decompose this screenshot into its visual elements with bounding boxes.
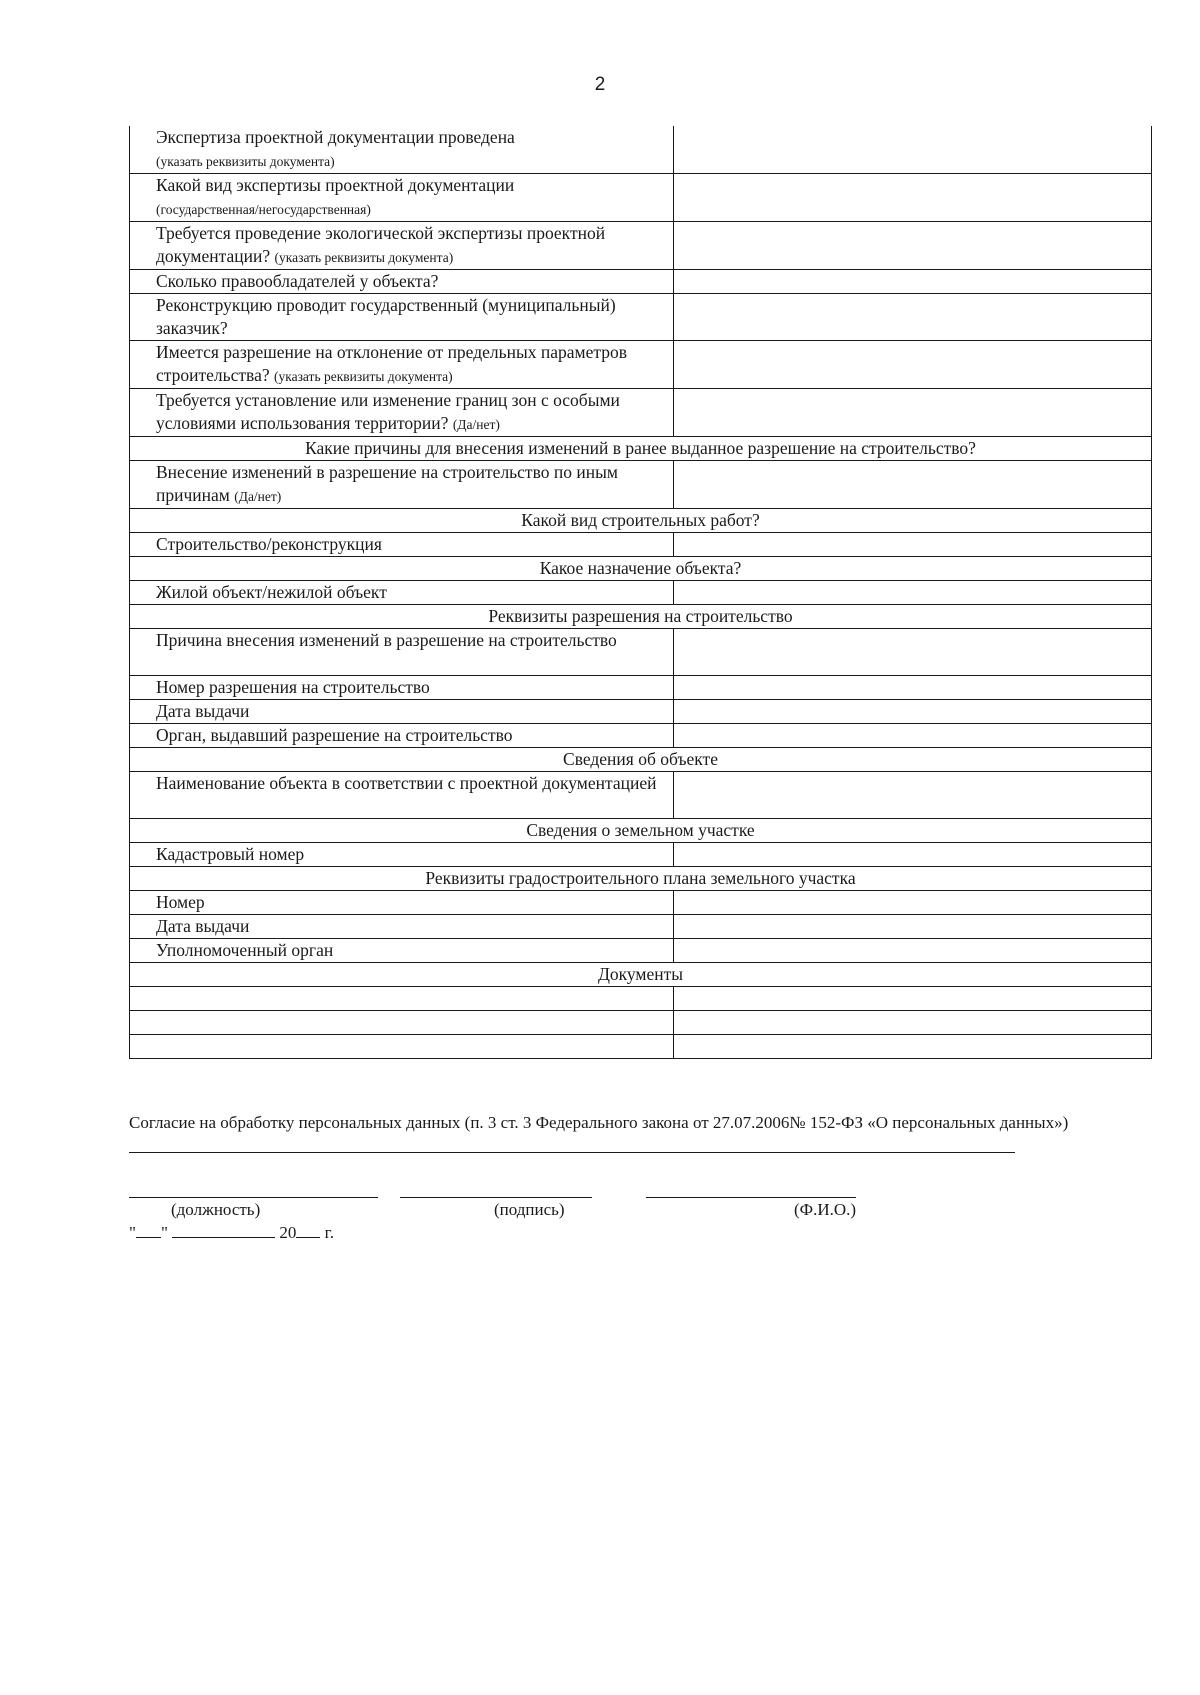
field-label: Жилой объект/нежилой объект <box>156 582 387 602</box>
table-row <box>130 676 1152 700</box>
section-heading: Сведения об объекте <box>130 748 1152 772</box>
field-label-cell <box>130 629 674 676</box>
table-row <box>130 843 1152 867</box>
field-label: Дата выдачи <box>156 701 250 721</box>
signature-caption: (подпись) <box>494 1200 565 1219</box>
section-heading: Какой вид строительных работ? <box>130 509 1152 533</box>
date-line <box>129 1222 334 1243</box>
signature-line[interactable] <box>400 1197 592 1198</box>
table-row <box>130 724 1152 748</box>
date-quote-open: " <box>129 1223 136 1242</box>
field-label-cell <box>130 389 674 437</box>
field-label: Номер разрешения на строительство <box>156 677 430 697</box>
document-name-cell[interactable] <box>130 987 674 1011</box>
field-note: (указать реквизиты документа) <box>274 250 454 265</box>
field-label: Орган, выдавший разрешение на строительство <box>156 725 513 745</box>
section-row <box>130 867 1152 891</box>
date-year-blank[interactable] <box>296 1222 320 1238</box>
field-label: Наименование объекта в соответствии с проектной документацией <box>156 773 657 793</box>
table-row <box>130 294 1152 341</box>
field-value-cell[interactable] <box>674 939 1152 963</box>
field-value-cell[interactable] <box>674 222 1152 270</box>
table-row <box>130 939 1152 963</box>
document-row <box>130 1011 1152 1035</box>
field-label: Внесение изменений в разрешение на строительство по иным причинам <box>156 462 618 505</box>
field-label: Сколько правообладателей у объекта? <box>156 271 439 291</box>
consent-signature-line[interactable] <box>129 1152 1015 1153</box>
field-label-cell <box>130 891 674 915</box>
table-row <box>130 270 1152 294</box>
field-note: (государственная/негосударственная) <box>156 202 371 217</box>
table-row <box>130 174 1152 222</box>
field-label: Имеется разрешение на отклонение от предельных параметров строительства? <box>156 342 627 385</box>
field-value-cell[interactable] <box>674 772 1152 819</box>
section-heading: Сведения о земельном участке <box>130 819 1152 843</box>
field-label-cell <box>130 533 674 557</box>
field-label: Какой вид экспертизы проектной документации <box>156 175 515 195</box>
field-label-cell <box>130 126 674 174</box>
table-row <box>130 629 1152 676</box>
field-note: (Да/нет) <box>234 489 282 504</box>
field-note: (указать реквизиты документа) <box>156 154 335 169</box>
table-row <box>130 461 1152 509</box>
field-value-cell[interactable] <box>674 174 1152 222</box>
field-label: Требуется установление или изменение границ зон с особыми условиями использования территории? <box>156 390 620 433</box>
document-details-cell[interactable] <box>674 1011 1152 1035</box>
section-row <box>130 557 1152 581</box>
table-row <box>130 915 1152 939</box>
field-value-cell[interactable] <box>674 533 1152 557</box>
section-heading: Реквизиты градостроительного плана земельного участка <box>130 867 1152 891</box>
section-row <box>130 963 1152 987</box>
field-label: Причина внесения изменений в разрешение на строительство <box>156 630 617 650</box>
field-value-cell[interactable] <box>674 581 1152 605</box>
document-details-cell[interactable] <box>674 1035 1152 1059</box>
field-note: (указать реквизиты документа) <box>273 369 453 384</box>
field-value-cell[interactable] <box>674 843 1152 867</box>
table-row <box>130 891 1152 915</box>
field-label: Номер <box>156 892 205 912</box>
section-row <box>130 819 1152 843</box>
field-label-cell <box>130 939 674 963</box>
date-suffix: г. <box>324 1223 334 1242</box>
field-value-cell[interactable] <box>674 294 1152 341</box>
field-label-cell <box>130 843 674 867</box>
field-label: Кадастровый номер <box>156 844 305 864</box>
name-caption: (Ф.И.О.) <box>794 1200 857 1219</box>
field-label-cell <box>130 676 674 700</box>
table-row <box>130 772 1152 819</box>
field-value-cell[interactable] <box>674 389 1152 437</box>
field-value-cell[interactable] <box>674 270 1152 294</box>
application-form-table <box>129 126 1152 1059</box>
field-value-cell[interactable] <box>674 915 1152 939</box>
field-value-cell[interactable] <box>674 676 1152 700</box>
field-note: (Да/нет) <box>452 417 500 432</box>
section-heading: Документы <box>130 963 1152 987</box>
field-value-cell[interactable] <box>674 724 1152 748</box>
position-line[interactable] <box>129 1197 378 1198</box>
field-label-cell <box>130 341 674 389</box>
section-heading: Какие причины для внесения изменений в ранее выданное разрешение на строительство? <box>130 437 1152 461</box>
document-name-cell[interactable] <box>130 1035 674 1059</box>
section-row <box>130 605 1152 629</box>
field-value-cell[interactable] <box>674 126 1152 174</box>
field-value-cell[interactable] <box>674 629 1152 676</box>
position-caption: (должность) <box>171 1200 261 1219</box>
field-label-cell <box>130 772 674 819</box>
table-row <box>130 533 1152 557</box>
document-details-cell[interactable] <box>674 987 1152 1011</box>
field-label-cell <box>130 222 674 270</box>
field-label: Строительство/реконструкция <box>156 534 382 554</box>
field-label-cell <box>130 915 674 939</box>
field-value-cell[interactable] <box>674 891 1152 915</box>
section-row <box>130 509 1152 533</box>
table-row <box>130 581 1152 605</box>
field-label: Экспертиза проектной документации проведена <box>156 127 515 147</box>
field-label: Уполномоченный орган <box>156 940 334 960</box>
section-row <box>130 437 1152 461</box>
consent-text: Согласие на обработку персональных данных (п. 3 ст. 3 Федерального закона от 27.07.2006№ 152-ФЗ «О персональных данных») <box>129 1113 1069 1132</box>
field-label: Дата выдачи <box>156 916 250 936</box>
page-number: 2 <box>594 74 606 95</box>
field-label-cell <box>130 461 674 509</box>
date-day-blank[interactable] <box>136 1222 161 1238</box>
field-value-cell[interactable] <box>674 461 1152 509</box>
table-row <box>130 222 1152 270</box>
document-row <box>130 987 1152 1011</box>
field-label: Требуется проведение экологической экспертизы проектной документации? <box>156 223 606 266</box>
document-row <box>130 1035 1152 1059</box>
field-value-cell[interactable] <box>674 700 1152 724</box>
field-label-cell <box>130 700 674 724</box>
name-line[interactable] <box>646 1197 856 1198</box>
field-label-cell <box>130 724 674 748</box>
form-table-body <box>130 126 1152 1059</box>
field-label: Реконструкцию проводит государственный (муниципальный) заказчик? <box>156 295 616 338</box>
date-quote-close: " <box>160 1223 168 1242</box>
section-row <box>130 748 1152 772</box>
field-value-cell[interactable] <box>674 341 1152 389</box>
date-month-blank[interactable] <box>172 1222 275 1238</box>
table-row <box>130 126 1152 174</box>
table-row <box>130 341 1152 389</box>
table-row <box>130 389 1152 437</box>
field-label-cell <box>130 294 674 341</box>
section-heading: Какое назначение объекта? <box>130 557 1152 581</box>
document-name-cell[interactable] <box>130 1011 674 1035</box>
date-year-prefix: 20 <box>279 1223 297 1242</box>
field-label-cell <box>130 174 674 222</box>
section-heading: Реквизиты разрешения на строительство <box>130 605 1152 629</box>
table-row <box>130 700 1152 724</box>
field-label-cell <box>130 581 674 605</box>
field-label-cell <box>130 270 674 294</box>
